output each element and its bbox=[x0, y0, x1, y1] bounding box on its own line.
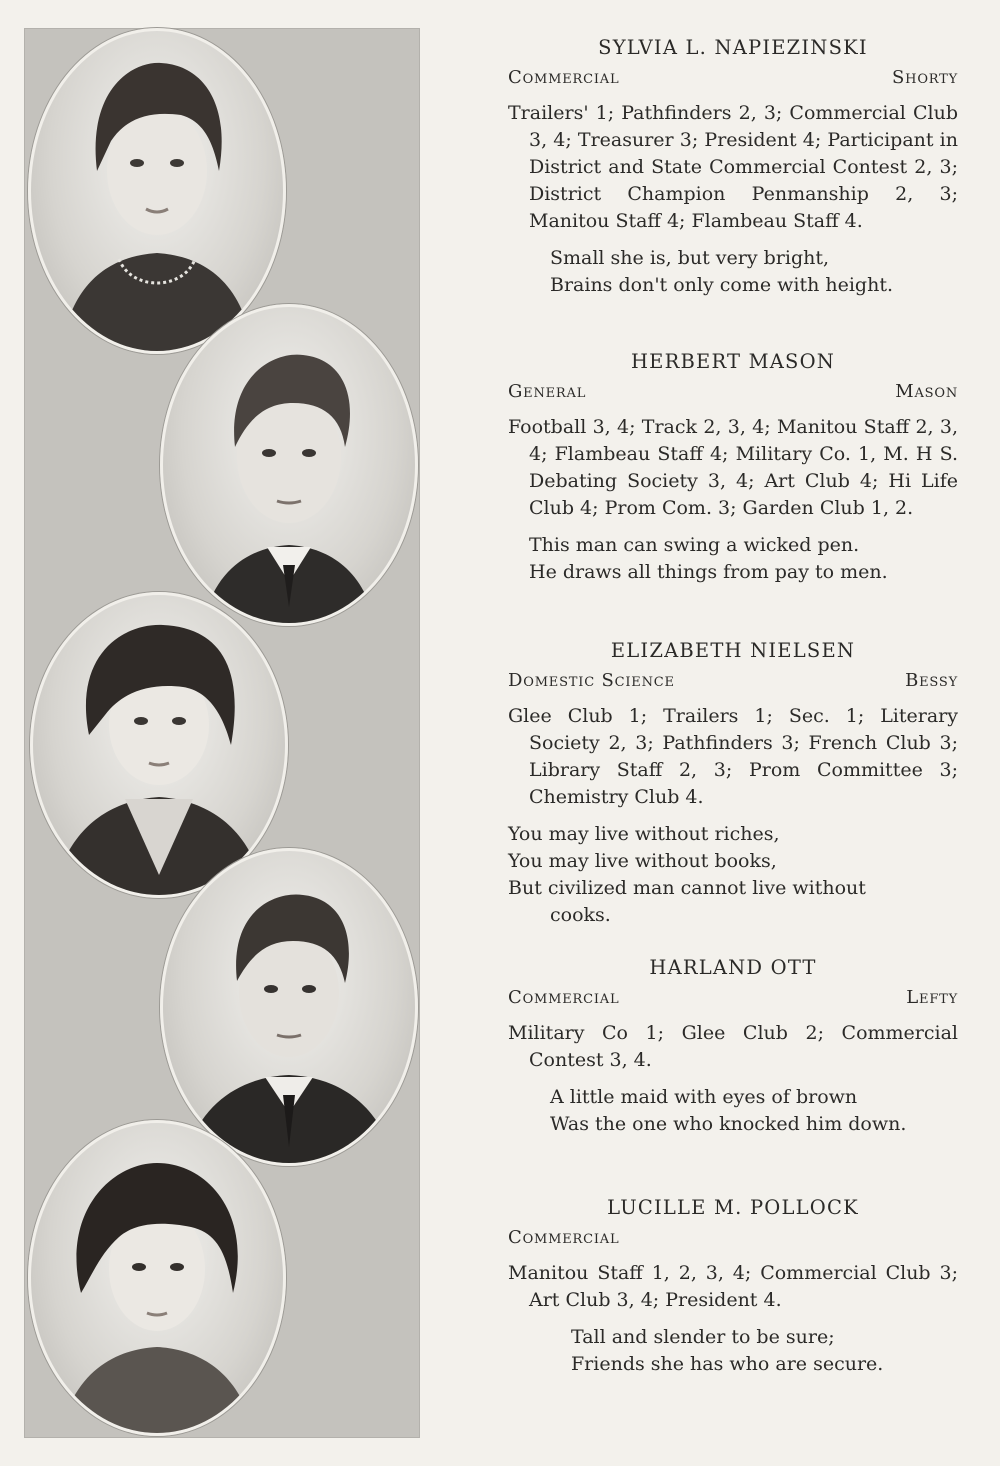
verse-line: Brains don't only come with height. bbox=[550, 274, 894, 296]
portrait-1-illustration bbox=[31, 31, 283, 351]
portrait-3-illustration bbox=[33, 595, 285, 895]
nickname-label: Lefty bbox=[906, 987, 958, 1008]
verse-line: He draws all things from pay to men. bbox=[529, 561, 888, 583]
nickname-label: Shorty bbox=[892, 67, 958, 88]
verse-line: cooks. bbox=[550, 904, 611, 926]
activities-text: Glee Club 1; Trailers 1; Sec. 1; Literary Society 2, 3; Pathfinders 3; French Club 3; Library Staff 2, 3; Prom Committee 3; Chemistry Club 4. bbox=[508, 705, 958, 808]
student-name: HERBERT MASON bbox=[630, 350, 836, 373]
student-entry-5 bbox=[508, 1194, 958, 1378]
course-row bbox=[508, 1224, 958, 1254]
verse-line: A little maid with eyes of brown bbox=[550, 1086, 858, 1108]
student-name: SYLVIA L. NAPIEZINSKI bbox=[598, 36, 868, 59]
verse bbox=[508, 821, 958, 929]
nickname-label: Bessy bbox=[905, 670, 958, 691]
verse bbox=[508, 1084, 958, 1138]
course-label: Commercial bbox=[508, 67, 620, 88]
portrait-oval-1 bbox=[28, 28, 286, 354]
course-row bbox=[508, 667, 958, 697]
portrait-oval-2 bbox=[160, 304, 418, 626]
portrait-5-clothing bbox=[61, 1347, 253, 1433]
student-entry-2 bbox=[508, 348, 958, 586]
student-entry-4 bbox=[508, 954, 958, 1138]
course-label: Commercial bbox=[508, 1227, 620, 1248]
photo-strip bbox=[24, 28, 420, 1438]
portrait-4-illustration bbox=[163, 851, 415, 1163]
verse-line: Tall and slender to be sure; bbox=[571, 1326, 835, 1348]
verse-line: You may live without riches, bbox=[508, 823, 780, 845]
nickname-label: Mason bbox=[895, 381, 958, 402]
student-name: ELIZABETH NIELSEN bbox=[610, 639, 856, 662]
student-name: LUCILLE M. POLLOCK bbox=[607, 1196, 859, 1219]
student-entry-3 bbox=[508, 637, 958, 929]
course-row bbox=[508, 64, 958, 94]
portrait-5-illustration bbox=[31, 1123, 283, 1433]
activities-text: Manitou Staff 1, 2, 3, 4; Commercial Club 3; Art Club 3, 4; President 4. bbox=[508, 1262, 958, 1311]
verse-line: This man can swing a wicked pen. bbox=[529, 534, 860, 556]
verse bbox=[508, 245, 958, 299]
verse-line: You may live without books, bbox=[508, 850, 777, 872]
portrait-oval-5 bbox=[28, 1120, 286, 1436]
verse-line: Friends she has who are secure. bbox=[571, 1353, 884, 1375]
portrait-oval-3 bbox=[30, 592, 288, 898]
course-label: Commercial bbox=[508, 987, 620, 1008]
course-label: General bbox=[508, 381, 587, 402]
portrait-oval-4 bbox=[160, 848, 418, 1166]
verse-line: But civilized man cannot live without bbox=[508, 877, 866, 899]
course-row bbox=[508, 984, 958, 1014]
student-entry-1 bbox=[508, 34, 958, 299]
verse-line: Was the one who knocked him down. bbox=[550, 1113, 907, 1135]
verse bbox=[508, 532, 958, 586]
activities-text: Military Co 1; Glee Club 2; Commercial Contest 3, 4. bbox=[508, 1022, 958, 1071]
activities-text: Trailers' 1; Pathfinders 2, 3; Commercial Club 3, 4; Treasurer 3; President 4; Participant in District and State Commercial Contest 2, 3; District Champion Penmanship 2, 3; Manitou Staff 4; Flambeau Staff 4. bbox=[508, 102, 958, 232]
activities-text: Football 3, 4; Track 2, 3, 4; Manitou Staff 2, 3, 4; Flambeau Staff 4; Military Co. 1, M. H S. Debating Society 3, 4; Art Club 4; Hi Life Club 4; Prom Com. 3; Garden Club 1, 2. bbox=[508, 416, 958, 519]
course-row bbox=[508, 378, 958, 408]
portrait-2-illustration bbox=[163, 307, 415, 623]
course-label: Domestic Science bbox=[508, 670, 675, 691]
verse-line: Small she is, but very bright, bbox=[550, 247, 830, 269]
verse bbox=[508, 1324, 958, 1378]
student-name: HARLAND OTT bbox=[649, 956, 817, 979]
